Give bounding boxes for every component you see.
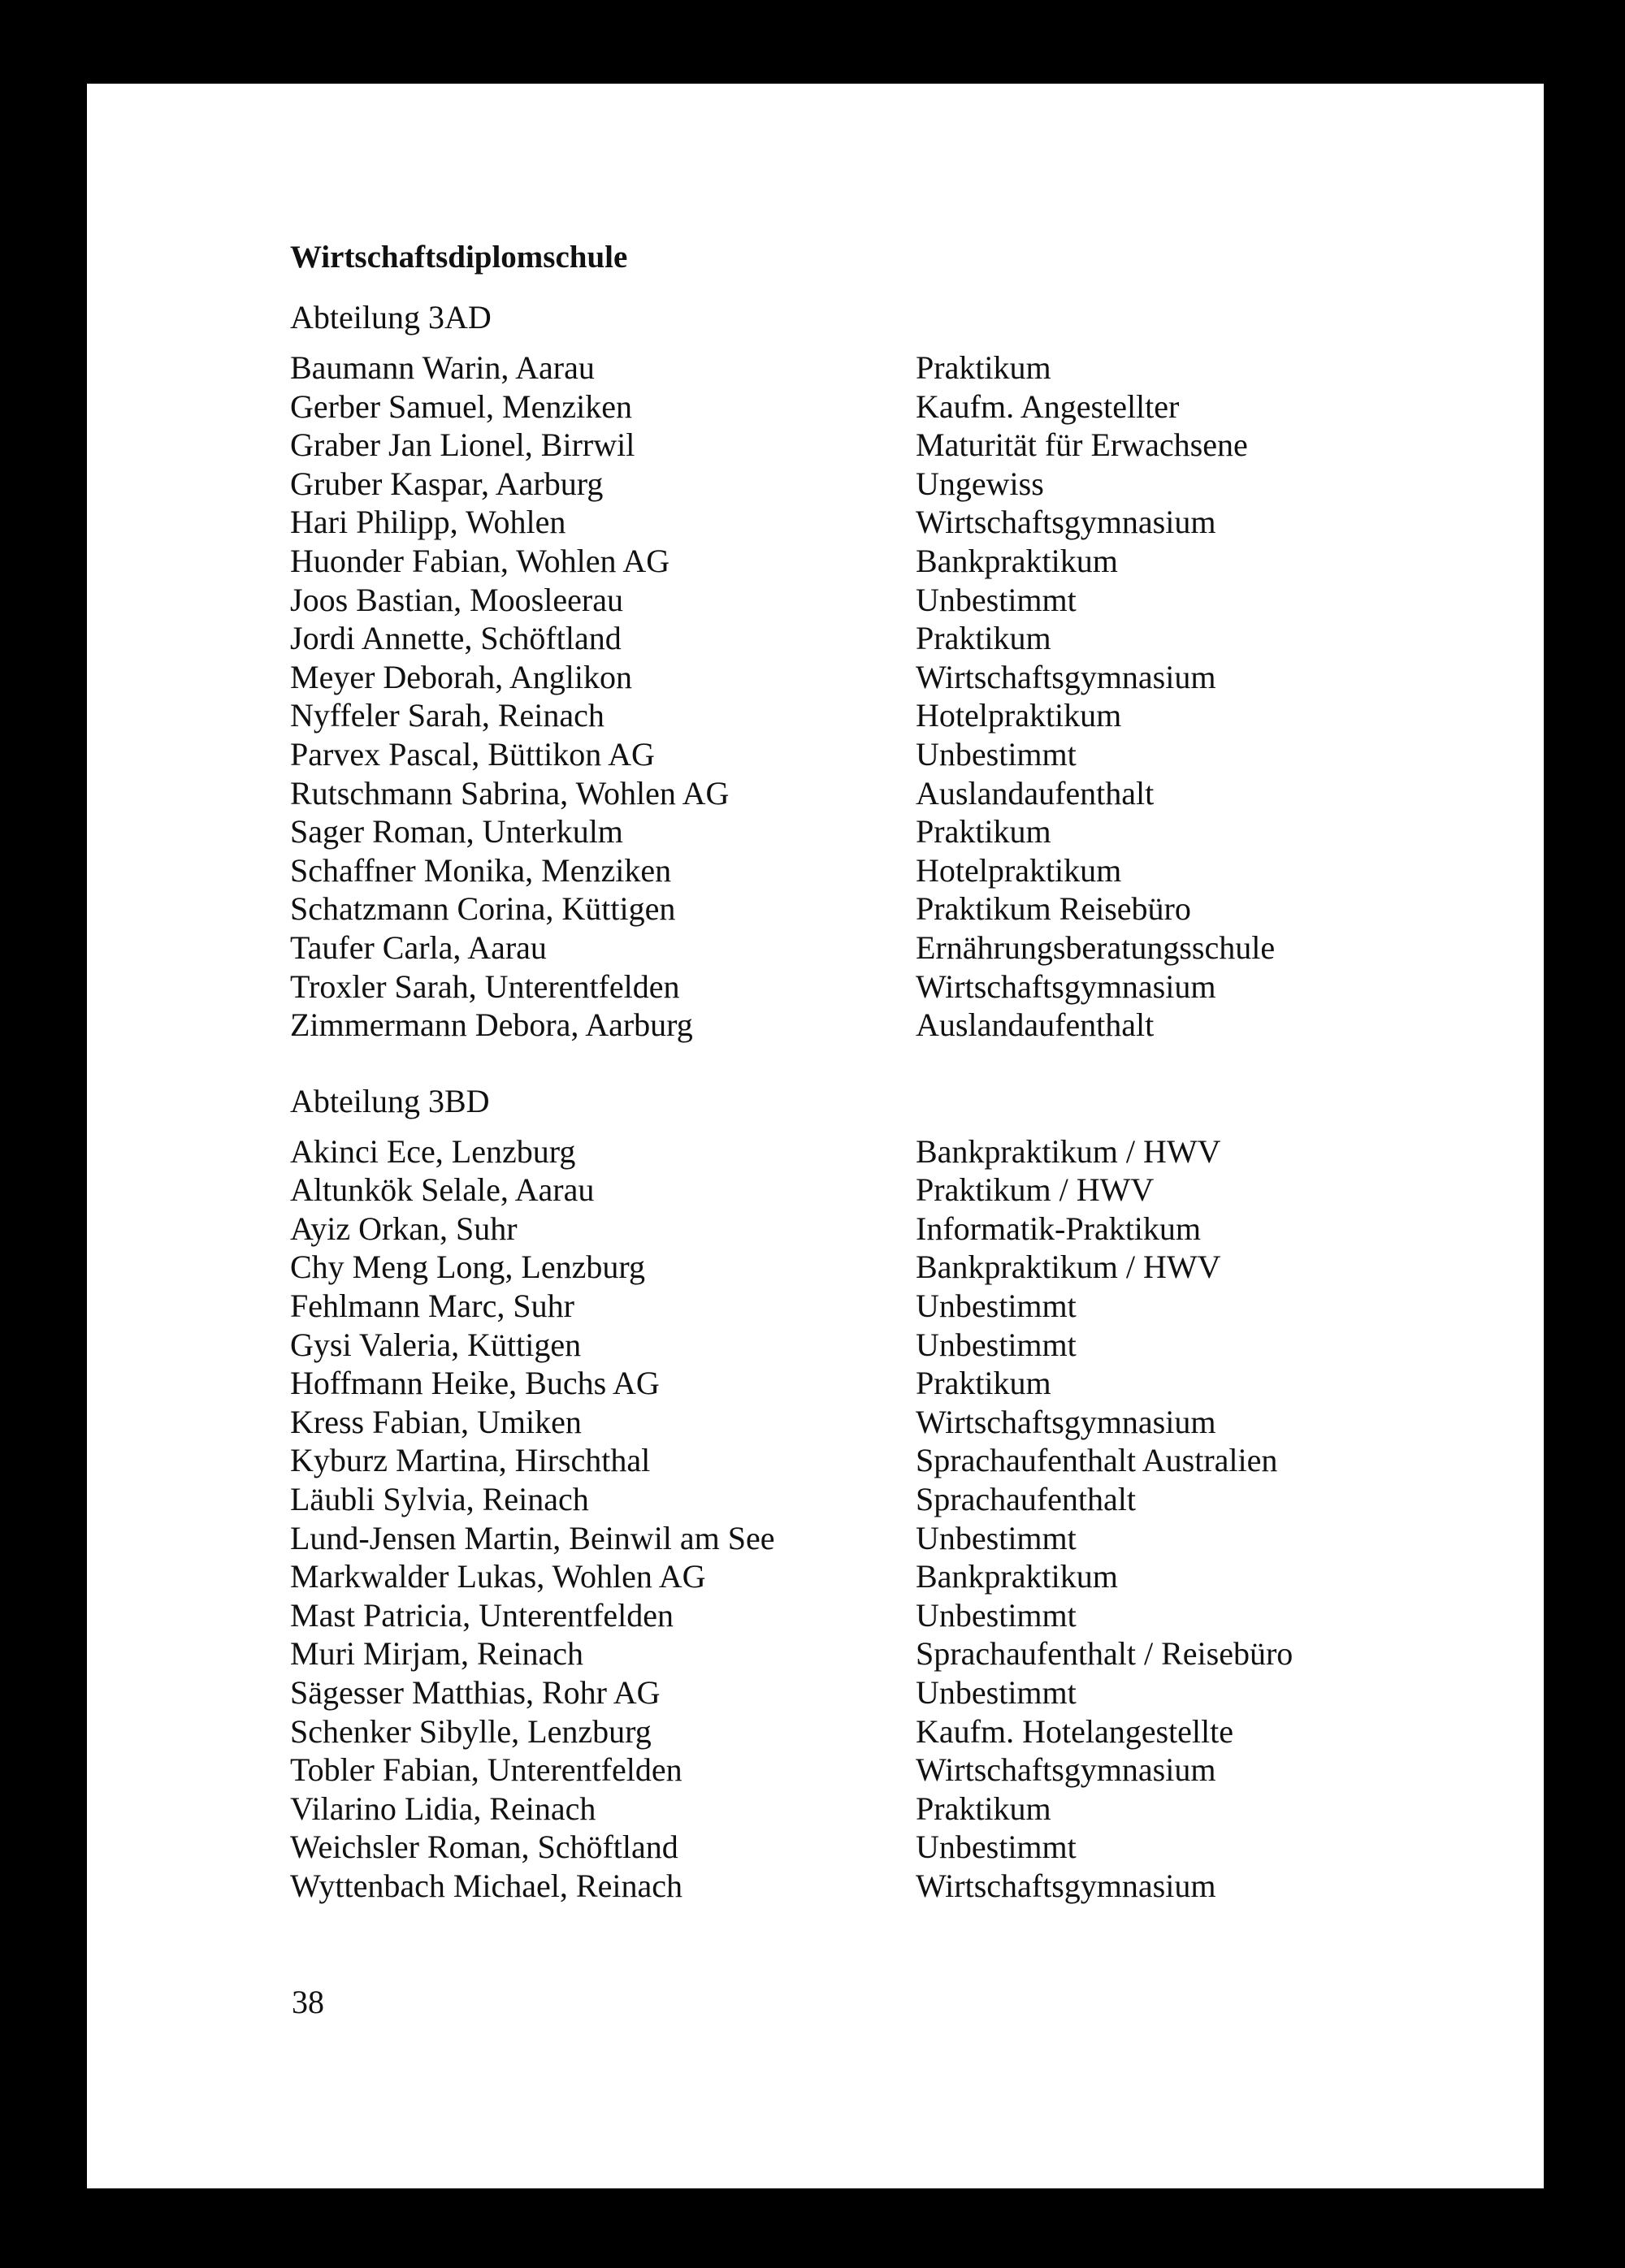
future-plan: Sprachaufenthalt Australien — [916, 1442, 1278, 1479]
student-name: Troxler Sarah, Unterentfelden — [290, 967, 680, 1005]
page-title: Wirtschaftsdiplomschule — [290, 240, 628, 275]
list-item — [290, 1326, 1452, 1365]
student-name: Schaffner Monika, Menziken — [290, 851, 672, 889]
list-item — [290, 1557, 1452, 1596]
future-plan: Auslandaufenthalt — [916, 774, 1155, 812]
list-item — [290, 1210, 1452, 1249]
future-plan: Maturität für Erwachsene — [916, 426, 1248, 464]
list-item — [290, 1751, 1452, 1790]
list-item — [290, 348, 1452, 387]
student-name: Taufer Carla, Aarau — [290, 928, 547, 966]
student-name: Gerber Samuel, Menziken — [290, 387, 632, 425]
future-plan: Praktikum — [916, 620, 1051, 657]
future-plan: Bankpraktikum — [916, 542, 1118, 579]
student-name: Akinci Ece, Lenzburg — [290, 1132, 576, 1170]
future-plan: Wirtschaftsgymnasium — [916, 967, 1216, 1005]
future-plan: Ungewiss — [916, 465, 1044, 502]
list-item — [290, 542, 1452, 581]
future-plan: Ernährungsberatungsschule — [916, 928, 1276, 966]
student-list — [290, 348, 1452, 1045]
section-spacer — [290, 1045, 1452, 1082]
student-name: Altunkök Selale, Aarau — [290, 1171, 595, 1209]
student-name: Rutschmann Sabrina, Wohlen AG — [290, 774, 730, 812]
future-plan: Praktikum — [916, 1365, 1051, 1402]
future-plan: Praktikum — [916, 813, 1051, 850]
list-item — [290, 658, 1452, 697]
future-plan: Hotelpraktikum — [916, 851, 1122, 889]
list-item — [290, 928, 1452, 967]
section-3bd — [290, 1082, 1452, 1906]
list-item — [290, 465, 1452, 504]
student-name: Fehlmann Marc, Suhr — [290, 1288, 574, 1325]
list-item — [290, 1403, 1452, 1442]
future-plan: Sprachaufenthalt — [916, 1481, 1136, 1518]
list-item — [290, 1828, 1452, 1867]
list-item — [290, 503, 1452, 542]
list-item — [290, 967, 1452, 1006]
future-plan: Sprachaufenthalt / Reisebüro — [916, 1635, 1294, 1673]
future-plan: Wirtschaftsgymnasium — [916, 658, 1216, 695]
future-plan: Unbestimmt — [916, 581, 1077, 618]
student-name: Baumann Warin, Aarau — [290, 349, 595, 386]
student-name: Parvex Pascal, Büttikon AG — [290, 735, 655, 773]
list-item — [290, 889, 1452, 928]
section-heading: Abteilung 3BD — [290, 1082, 490, 1119]
future-plan: Unbestimmt — [916, 735, 1077, 773]
list-item — [290, 1006, 1452, 1045]
student-name: Kyburz Martina, Hirschthal — [290, 1442, 651, 1479]
student-name: Schatzmann Corina, Küttigen — [290, 890, 676, 928]
student-name: Muri Mirjam, Reinach — [290, 1635, 584, 1673]
list-item — [290, 387, 1452, 426]
list-item — [290, 735, 1452, 774]
future-plan: Bankpraktikum — [916, 1558, 1118, 1595]
list-item — [290, 619, 1452, 658]
future-plan: Unbestimmt — [916, 1674, 1077, 1711]
student-name: Kress Fabian, Umiken — [290, 1403, 582, 1440]
future-plan: Kaufm. Hotelangestellte — [916, 1712, 1233, 1750]
future-plan: Praktikum — [916, 1790, 1051, 1827]
list-item — [290, 1867, 1452, 1906]
future-plan: Praktikum — [916, 349, 1051, 386]
student-name: Schenker Sibylle, Lenzburg — [290, 1712, 652, 1750]
list-item — [290, 1790, 1452, 1829]
list-item — [290, 1634, 1452, 1673]
section-heading: Abteilung 3AD — [290, 299, 492, 335]
future-plan: Unbestimmt — [916, 1519, 1077, 1556]
student-name: Zimmermann Debora, Aarburg — [290, 1006, 693, 1044]
future-plan: Hotelpraktikum — [916, 697, 1122, 734]
student-name: Läubli Sylvia, Reinach — [290, 1481, 589, 1518]
future-plan: Unbestimmt — [916, 1829, 1077, 1866]
list-item — [290, 1364, 1452, 1403]
future-plan: Bankpraktikum / HWV — [916, 1249, 1221, 1286]
document-page — [87, 84, 1544, 2188]
student-name: Sager Roman, Unterkulm — [290, 813, 623, 850]
student-name: Weichsler Roman, Schöftland — [290, 1829, 678, 1866]
list-item — [290, 1132, 1452, 1171]
student-name: Ayiz Orkan, Suhr — [290, 1210, 518, 1247]
page-content — [290, 238, 1452, 1906]
list-item — [290, 1248, 1452, 1287]
list-item — [290, 851, 1452, 890]
student-name: Hoffmann Heike, Buchs AG — [290, 1365, 660, 1402]
student-name: Gruber Kaspar, Aarburg — [290, 465, 604, 502]
section-3ad — [290, 298, 1452, 1045]
list-item — [290, 1287, 1452, 1326]
future-plan: Unbestimmt — [916, 1326, 1077, 1363]
student-name: Wyttenbach Michael, Reinach — [290, 1867, 682, 1904]
student-name: Lund-Jensen Martin, Beinwil am See — [290, 1519, 775, 1556]
student-name: Meyer Deborah, Anglikon — [290, 658, 633, 695]
list-item — [290, 581, 1452, 620]
student-name: Huonder Fabian, Wohlen AG — [290, 542, 670, 579]
student-name: Nyffeler Sarah, Reinach — [290, 697, 604, 734]
student-name: Gysi Valeria, Küttigen — [290, 1326, 582, 1363]
future-plan: Wirtschaftsgymnasium — [916, 1867, 1216, 1904]
student-name: Markwalder Lukas, Wohlen AG — [290, 1558, 706, 1595]
list-item — [290, 1596, 1452, 1635]
future-plan: Praktikum Reisebüro — [916, 890, 1191, 928]
future-plan: Bankpraktikum / HWV — [916, 1132, 1221, 1170]
list-item — [290, 426, 1452, 465]
future-plan: Auslandaufenthalt — [916, 1006, 1155, 1044]
page-number: 38 — [292, 1984, 324, 2020]
student-name: Hari Philipp, Wohlen — [290, 504, 566, 541]
list-item — [290, 1171, 1452, 1210]
list-item — [290, 1673, 1452, 1712]
student-name: Joos Bastian, Moosleerau — [290, 581, 623, 618]
list-item — [290, 1441, 1452, 1480]
future-plan: Informatik-Praktikum — [916, 1210, 1202, 1247]
list-item — [290, 696, 1452, 735]
student-name: Tobler Fabian, Unterentfelden — [290, 1751, 682, 1789]
student-name: Sägesser Matthias, Rohr AG — [290, 1674, 661, 1711]
future-plan: Unbestimmt — [916, 1596, 1077, 1634]
list-item — [290, 812, 1452, 851]
student-list — [290, 1132, 1452, 1906]
list-item — [290, 1480, 1452, 1519]
future-plan: Unbestimmt — [916, 1288, 1077, 1325]
list-item — [290, 1712, 1452, 1751]
student-name: Chy Meng Long, Lenzburg — [290, 1249, 645, 1286]
future-plan: Wirtschaftsgymnasium — [916, 1403, 1216, 1440]
list-item — [290, 774, 1452, 813]
student-name: Mast Patricia, Unterentfelden — [290, 1596, 674, 1634]
future-plan: Wirtschaftsgymnasium — [916, 504, 1216, 541]
future-plan: Praktikum / HWV — [916, 1171, 1155, 1209]
student-name: Graber Jan Lionel, Birrwil — [290, 426, 635, 464]
student-name: Vilarino Lidia, Reinach — [290, 1790, 596, 1827]
future-plan: Wirtschaftsgymnasium — [916, 1751, 1216, 1789]
student-name: Jordi Annette, Schöftland — [290, 620, 622, 657]
future-plan: Kaufm. Angestellter — [916, 387, 1180, 425]
list-item — [290, 1519, 1452, 1558]
